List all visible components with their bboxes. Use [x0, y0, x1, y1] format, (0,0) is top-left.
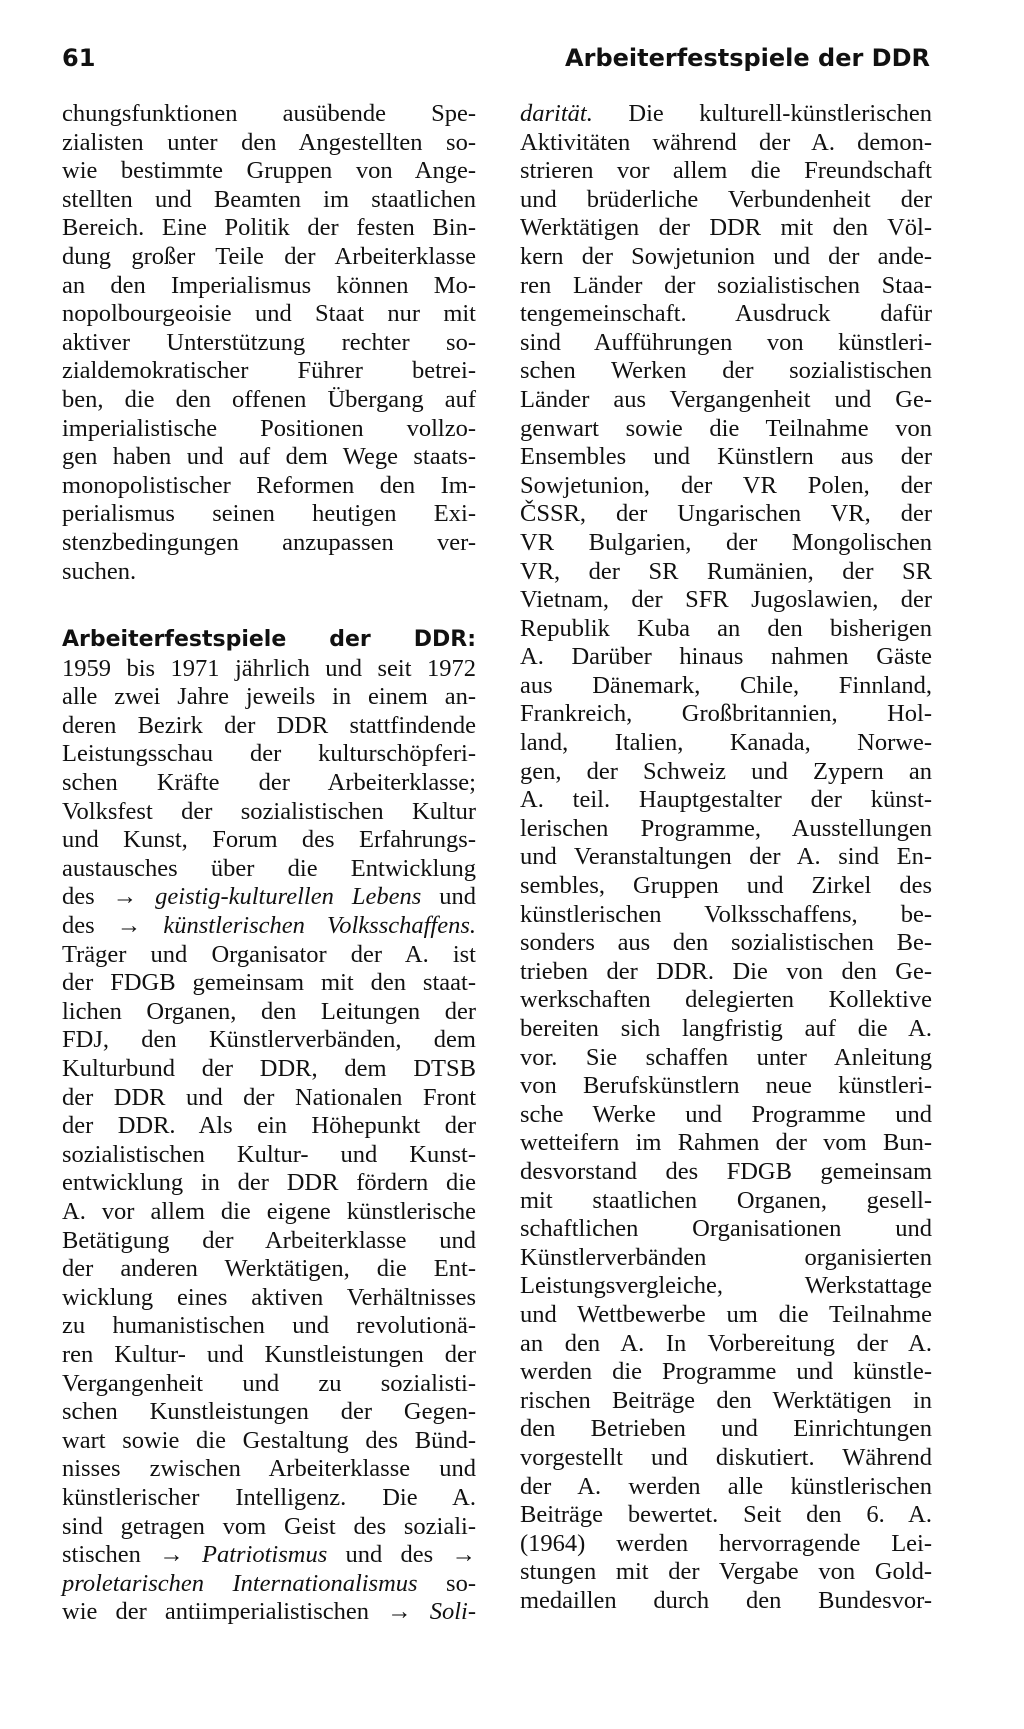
text-line: gen haben und auf dem Wege staats- — [62, 443, 476, 471]
text-line: Republik Kuba an den bisherigen — [520, 614, 932, 642]
text-line: Leistungsschau der kulturschöpferi- — [62, 740, 476, 768]
text-line: nisses zwischen Arbeiterklasse und — [62, 1455, 476, 1483]
text-line: Beiträge bewertet. Seit den 6. A. — [520, 1501, 932, 1529]
text-line: werkschaften delegierten Kollektive — [520, 986, 932, 1014]
text-fragment: Die kulturell-künstlerischen — [592, 100, 932, 127]
text-fragment: und des → — [327, 1541, 476, 1569]
text-line: der FDGB gemeinsam mit den staat- — [62, 969, 476, 997]
text-line: und brüderliche Verbundenheit der — [520, 185, 932, 213]
text-line: Werktätigen der DDR mit den Völ- — [520, 214, 932, 242]
text-line: lichen Organen, den Leitungen der — [62, 997, 476, 1025]
cross-reference[interactable]: proletarischen Internationalismus — [62, 1569, 418, 1597]
text-line: FDJ, den Künstlerverbänden, dem — [62, 1026, 476, 1054]
text-fragment: wie der antiimperialistischen → — [62, 1598, 430, 1626]
text-line: künstlerischen Volksschaffens, be- — [520, 900, 932, 928]
text-line: suchen. — [62, 557, 137, 585]
left-column — [62, 100, 476, 1627]
text-line: strieren vor allem die Freundschaft — [520, 157, 932, 185]
text-line: sozialistischen Kultur- und Kunst- — [62, 1140, 476, 1168]
text-line: zialdemokratischer Führer betrei- — [62, 357, 476, 385]
text-line: VR, der SR Rumänien, der SR — [520, 557, 932, 585]
text-line: Ensembles und Künstlern aus der — [520, 443, 932, 471]
text-line: Sowjetunion, der VR Polen, der — [520, 471, 932, 499]
text-line: desvorstand des FDGB gemeinsam — [520, 1157, 932, 1185]
text-line: ren Kultur- und Kunstleistungen der — [62, 1340, 476, 1368]
text-line: deren Bezirk der DDR stattfindende — [62, 711, 476, 739]
text-line: nopolbourgeoisie und Staat nur mit — [62, 300, 476, 328]
text-line: perialismus seinen heutigen Exi- — [62, 500, 476, 528]
text-fragment: so- — [417, 1569, 476, 1597]
text-line: Betätigung der Arbeiterklasse und — [62, 1226, 476, 1254]
text-line: imperialistische Positionen vollzo- — [62, 414, 476, 442]
text-line: schen Werken der sozialistischen — [520, 357, 932, 385]
text-line: der anderen Werktätigen, die Ent- — [62, 1255, 476, 1283]
text-line: sind Aufführungen von künstleri- — [520, 328, 932, 356]
text-line: an den A. In Vorbereitung der A. — [520, 1329, 932, 1357]
text-line: aus Dänemark, Chile, Finnland, — [520, 671, 932, 699]
text-line: VR Bulgarien, der Mongolischen — [520, 528, 932, 556]
text-line: schen Kräfte der Arbeiterklasse; — [62, 769, 476, 797]
text-line — [62, 883, 476, 912]
text-line: stenzbedingungen anzupassen ver- — [62, 528, 476, 556]
text-line: zialisten unter den Angestellten so- — [62, 128, 476, 156]
text-line: schaftlichen Organisationen und — [520, 1215, 932, 1243]
page-number: 61 — [62, 44, 96, 72]
text-line: Vergangenheit und zu sozialisti- — [62, 1369, 476, 1397]
text-line: schen Kunstleistungen der Gegen- — [62, 1398, 476, 1426]
text-fragment: des → — [62, 912, 164, 940]
text-line: Volksfest der sozialistischen Kultur — [62, 797, 476, 825]
text-line: ben, die den offenen Übergang auf — [62, 385, 476, 413]
text-line: rischen Beiträge den Werktätigen in — [520, 1386, 932, 1414]
text-line: Träger und Organisator der A. ist — [62, 940, 476, 968]
text-line: stellten und Beamten im staatlichen — [62, 185, 476, 213]
text-line: wicklung eines aktiven Verhältnisses — [62, 1283, 476, 1311]
text-line: künstlerischer Intelligenz. Die A. — [62, 1483, 476, 1511]
text-line: ČSSR, der Ungarischen VR, der — [520, 500, 932, 528]
text-fragment: und — [421, 883, 477, 911]
cross-reference[interactable]: darität. — [520, 100, 593, 127]
text-line: ren Länder der sozialistischen Staa- — [520, 271, 932, 299]
text-line: sonders aus den sozialistischen Be- — [520, 929, 932, 957]
text-line: aktiver Unterstützung rechter so- — [62, 328, 476, 356]
text-line — [62, 1598, 476, 1627]
text-line: Aktivitäten während der A. demon- — [520, 128, 932, 156]
cross-reference[interactable]: Soli- — [429, 1598, 476, 1626]
text-line: tengemeinschaft. Ausdruck dafür — [520, 300, 932, 328]
text-line: Leistungsvergleiche, Werkstattage — [520, 1272, 932, 1300]
text-line: von Berufskünstlern neue künstleri- — [520, 1072, 932, 1100]
text-line: trieben der DDR. Die von den Ge- — [520, 957, 932, 985]
cross-reference[interactable]: geistig-kulturellen Lebens — [155, 883, 422, 911]
text-line: und Wettbewerbe um die Teilnahme — [520, 1300, 932, 1328]
text-line — [62, 1570, 476, 1599]
text-line: an den Imperialismus können Mo- — [62, 271, 476, 299]
entry-headword: Arbeiterfestspiele der DDR: — [62, 627, 476, 653]
text-line: A. teil. Hauptgestalter der künst- — [520, 786, 932, 814]
text-line: der DDR. Als ein Höhepunkt der — [62, 1112, 476, 1140]
text-line: A. vor allem die eigene künstlerische — [62, 1197, 476, 1225]
text-line: lerischen Programme, Ausstellungen — [520, 814, 932, 842]
text-line: sembles, Gruppen und Zirkel des — [520, 872, 932, 900]
text-line — [62, 1541, 476, 1570]
text-line: sind getragen vom Geist des soziali- — [62, 1512, 476, 1540]
text-line — [520, 100, 932, 129]
text-line: und Veranstaltungen der A. sind En- — [520, 843, 932, 871]
text-line: alle zwei Jahre jeweils in einem an- — [62, 683, 476, 711]
text-line: wetteifern im Rahmen der vom Bun- — [520, 1129, 932, 1157]
text-fragment: des → — [62, 883, 156, 911]
text-line: vor. Sie schaffen unter Anleitung — [520, 1043, 932, 1071]
text-line: gen, der Schweiz und Zypern an — [520, 757, 932, 785]
text-line: kern der Sowjetunion und der ande- — [520, 242, 932, 270]
running-title: Arbeiterfestspiele der DDR — [565, 44, 930, 72]
text-line: A. Darüber hinaus nahmen Gäste — [520, 643, 932, 671]
text-line: Frankreich, Großbritannien, Hol- — [520, 700, 932, 728]
text-fragment: stischen → — [62, 1541, 202, 1569]
text-line: medaillen durch den Bundesvor- — [520, 1586, 932, 1614]
text-line: zu humanistischen und revolutionä- — [62, 1312, 476, 1340]
text-line: werden die Programme und künstle- — [520, 1358, 932, 1386]
text-line — [62, 912, 476, 941]
text-line: Kulturbund der DDR, dem DTSB — [62, 1055, 476, 1082]
text-line: chungsfunktionen ausübende Spe- — [62, 100, 476, 127]
text-line: wie bestimmte Gruppen von Ange- — [62, 157, 476, 185]
text-line: land, Italien, Kanada, Norwe- — [520, 729, 932, 757]
text-line: der A. werden alle künstlerischen — [520, 1472, 932, 1500]
text-line: Länder aus Vergangenheit und Ge- — [520, 385, 932, 413]
text-line: austausches über die Entwicklung — [62, 854, 476, 882]
text-line: Vietnam, der SFR Jugoslawien, der — [520, 586, 932, 614]
cross-reference[interactable]: Patriotismus — [202, 1541, 328, 1569]
text-line: vorgestellt und diskutiert. Während — [520, 1443, 932, 1471]
text-line: dung großer Teile der Arbeiterklasse — [62, 242, 476, 270]
cross-reference[interactable]: künstlerischen Volksschaffens. — [163, 912, 476, 940]
text-line: sche Werke und Programme und — [520, 1100, 932, 1128]
text-line: den Betrieben und Einrichtungen — [520, 1415, 932, 1443]
text-line: mit staatlichen Organen, gesell- — [520, 1186, 932, 1214]
text-line: und Kunst, Forum des Erfahrungs- — [62, 826, 476, 854]
text-line: genwart sowie die Teilnahme von — [520, 414, 932, 442]
text-line: der DDR und der Nationalen Front — [62, 1083, 476, 1111]
right-column — [520, 100, 932, 1615]
text-line: Bereich. Eine Politik der festen Bin- — [62, 214, 476, 242]
text-line: wart sowie die Gestaltung des Bünd- — [62, 1426, 476, 1454]
text-line: stungen mit der Vergabe von Gold- — [520, 1558, 932, 1586]
text-line: bereiten sich langfristig auf die A. — [520, 1015, 932, 1042]
text-line: Künstlerverbänden organisierten — [520, 1243, 932, 1271]
text-line: monopolistischer Reformen den Im- — [62, 471, 476, 499]
text-line: (1964) werden hervorragende Lei- — [520, 1529, 932, 1557]
text-line: entwicklung in der DDR fördern die — [62, 1169, 476, 1197]
text-line: 1959 bis 1971 jährlich und seit 1972 — [62, 654, 476, 682]
